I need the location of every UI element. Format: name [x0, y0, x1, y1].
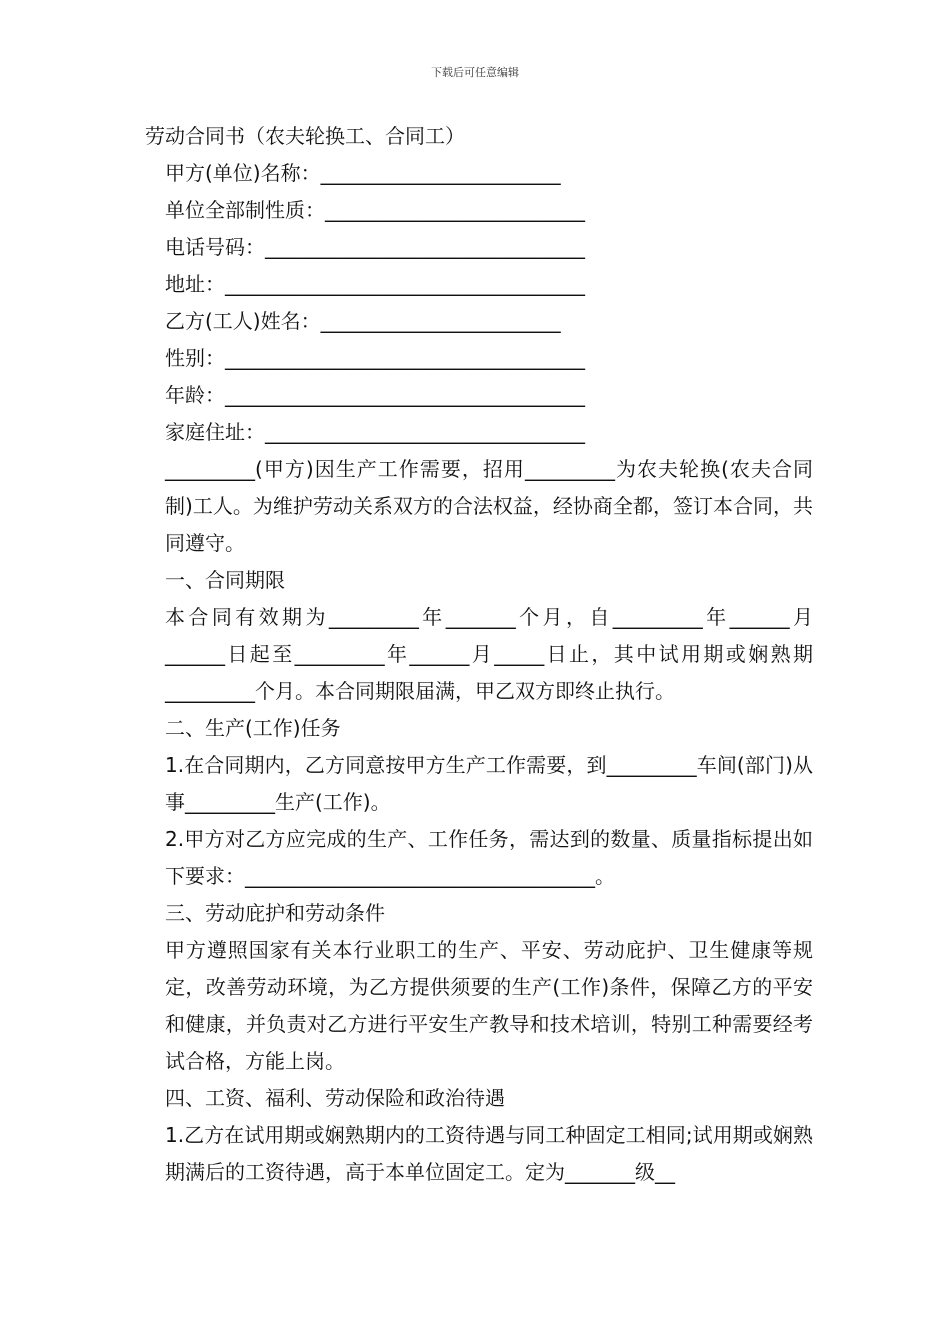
- page-header: 下载后可任意编辑: [431, 66, 519, 79]
- tasks-paragraph-1: 1.在合同期内，乙方同意按甲方生产工作需要，到_________车间(部门)从事_________生产(工作)。: [165, 753, 813, 814]
- field-ownership-type: 单位全部制性质：__________________________: [165, 198, 585, 222]
- intro-paragraph: _________(甲方)因生产工作需要，招用_________为农夫轮换(农夫合同制)工人。为维护劳动关系双方的合法权益，经协商全都，签订本合同，共同遵守。: [165, 457, 813, 555]
- field-party-b-name: 乙方(工人)姓名：________________________: [165, 309, 561, 333]
- field-party-a-name: 甲方(单位)名称：________________________: [165, 161, 561, 185]
- section-heading-wages: 四、工资、福利、劳动保险和政治待遇: [165, 1086, 505, 1110]
- field-age: 年龄：____________________________________: [165, 383, 585, 407]
- field-home-address: 家庭住址：________________________________: [165, 420, 585, 444]
- wages-paragraph-1: 1.乙方在试用期或娴熟期内的工资待遇与同工种固定工相同;试用期或娴熟期满后的工资待遇，高于本单位固定工。定为_______级__: [165, 1123, 813, 1184]
- field-gender: 性别：____________________________________: [165, 346, 585, 370]
- document-title: 劳动合同书（农夫轮换工、合同工）: [145, 124, 465, 148]
- contract-body: [145, 118, 813, 1191]
- section-heading-tasks: 二、生产(工作)任务: [165, 716, 341, 740]
- section-heading-term: 一、合同期限: [165, 568, 285, 592]
- section-heading-protection: 三、劳动庇护和劳动条件: [165, 901, 385, 925]
- term-paragraph: 本合同有效期为_________年_______个月，自_________年______月______日起至_________年______月_____日止，其中试用期或娴熟期_________个月。本合同期限届满，甲乙双方即终止执行。: [165, 605, 813, 703]
- field-address: 地址：____________________________________: [165, 272, 585, 296]
- tasks-paragraph-2: 2.甲方对乙方应完成的生产、工作任务，需达到的数量、质量指标提出如下要求：___________________________________。: [165, 827, 813, 888]
- protection-paragraph: 甲方遵照国家有关本行业职工的生产、平安、劳动庇护、卫生健康等规定，改善劳动环境，为乙方提供须要的生产(工作)条件，保障乙方的平安和健康，并负责对乙方进行平安生产教导和技术培训，特别工种需要经考试合格，方能上岗。: [165, 938, 813, 1073]
- field-phone: 电话号码：________________________________: [165, 235, 585, 259]
